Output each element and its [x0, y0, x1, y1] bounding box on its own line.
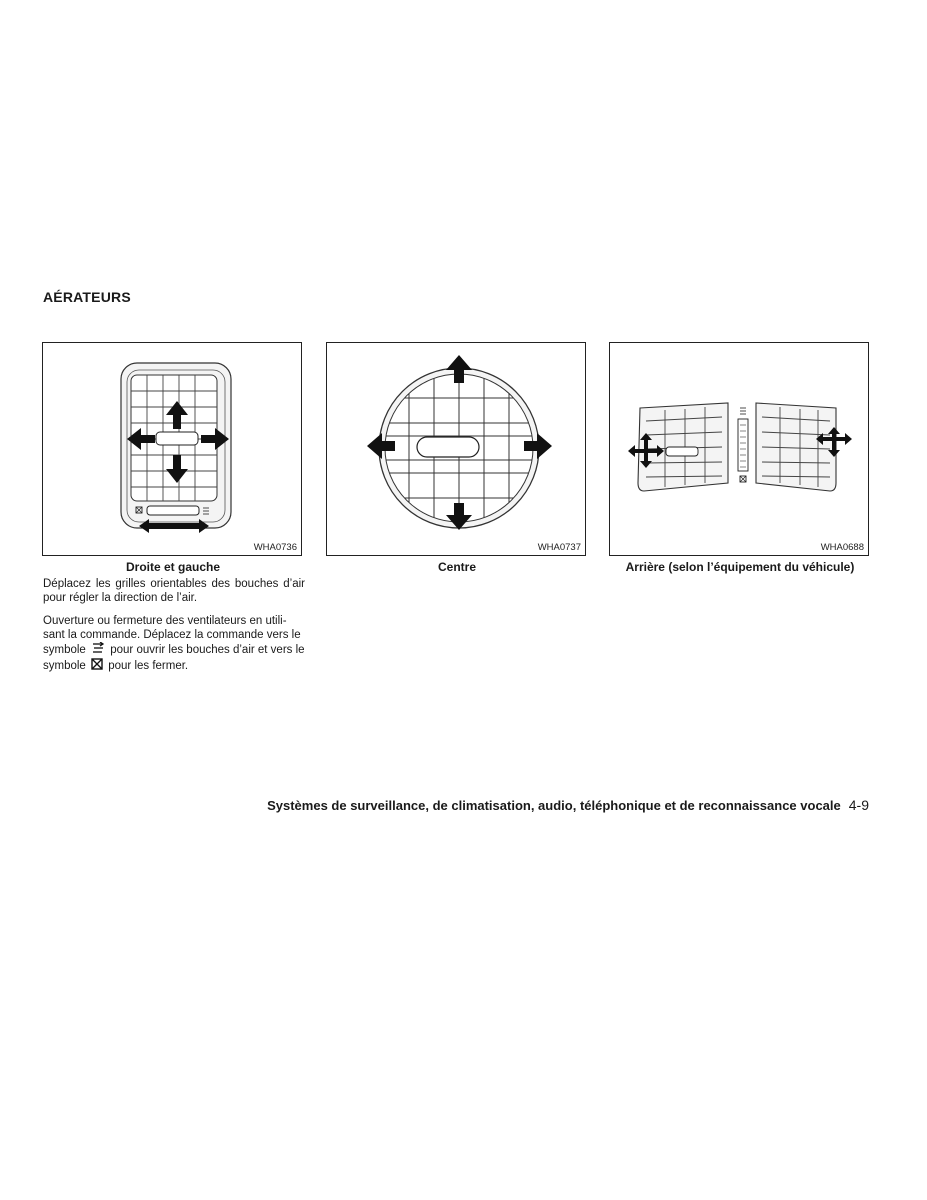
section-title: AÉRATEURS [43, 289, 131, 305]
center-vent-illustration [327, 343, 587, 557]
paragraph-open-close-part3: pour les fermer. [108, 660, 189, 673]
figure-code: WHA0737 [537, 542, 581, 553]
paragraph-direction: Déplacez les grilles orientables des bouches d’air pour régler la direction de l’air. [43, 578, 305, 604]
figure-center-vent [326, 342, 586, 556]
caption-side-vent: Droite et gauche [125, 560, 221, 574]
caption-rear-vent: Arrière (selon l’équipement du véhicule) [625, 560, 855, 574]
caption-center-vent: Centre [437, 560, 476, 574]
figure-code: WHA0688 [820, 542, 864, 553]
paragraph-open-close [43, 614, 305, 674]
vent-open-icon [91, 642, 105, 658]
paragraph-open-close-part2: pour ouvrir les bouches d’air et vers le symbole [43, 644, 305, 673]
footer-chapter-title: Systèmes de surveillance, de climatisation, audio, téléphonique et de reconnaissance vocale [267, 798, 841, 813]
figure-side-vent [42, 342, 302, 556]
figure-rear-vent [609, 342, 869, 556]
page-footer [267, 797, 869, 813]
rear-vent-illustration [610, 343, 870, 557]
vent-closed-icon [91, 658, 103, 674]
paragraph-open-close-part1: Ouverture ou fermeture des ventilateurs en utili-sant la commande. Déplacez la commande vers le symbole [43, 615, 301, 657]
side-vent-illustration [43, 343, 303, 557]
figure-code: WHA0736 [253, 542, 297, 553]
page-number: 4-9 [848, 797, 869, 813]
